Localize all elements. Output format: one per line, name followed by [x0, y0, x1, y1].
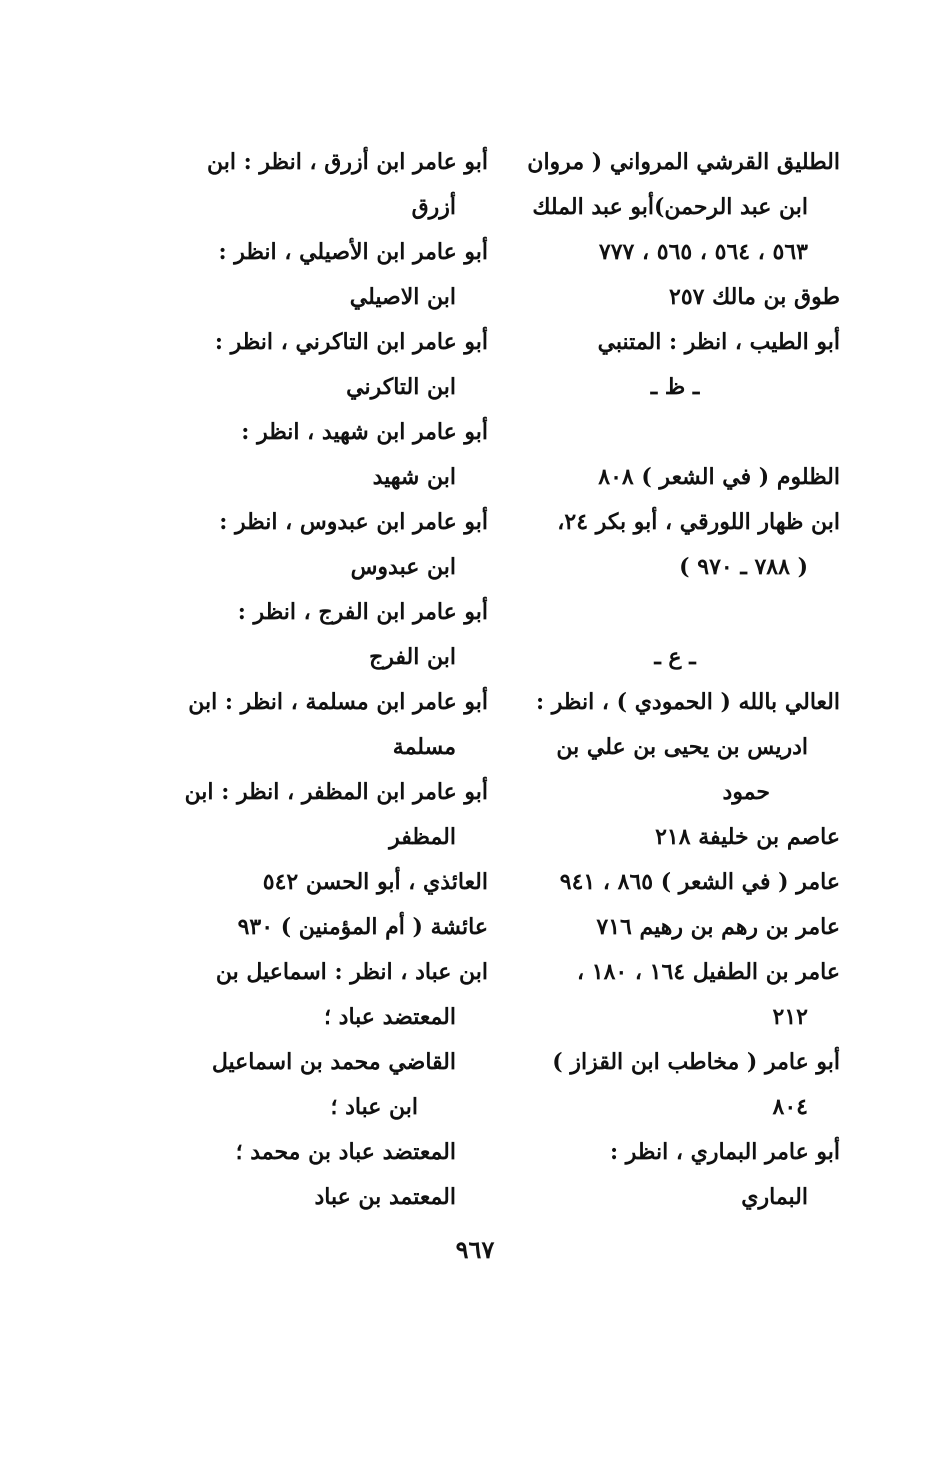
index-entry-line [150, 905, 488, 950]
entry-text: عاصم بن خليفة ٢١٨ [655, 824, 840, 850]
index-entry-line [150, 590, 488, 635]
index-entry-line [150, 1085, 488, 1130]
index-entry-line [150, 230, 488, 275]
entry-text: ابن شهيد [372, 464, 456, 490]
entry-text: مسلمة [392, 734, 456, 760]
entry-text: العائذي ، أبو الحسن ٥٤٢ [262, 869, 488, 895]
index-entry-line [150, 1175, 488, 1220]
entry-text: ـ ظ ـ [650, 374, 700, 400]
index-entry-line [510, 230, 840, 275]
entry-text: عائشة ( أم المؤمنين ) ٩٣٠ [237, 914, 488, 940]
index-entry-line [510, 275, 840, 320]
index-entry-line [510, 185, 840, 230]
index-entry-line [150, 680, 488, 725]
entry-text: ٥٦٣ ، ٥٦٤ ، ٥٦٥ ، ٧٧٧ [598, 239, 808, 265]
entry-text: ٨٠٤ [772, 1094, 808, 1120]
index-entry-line [150, 185, 488, 230]
index-entry-line [510, 140, 840, 185]
entry-text: ٢١٢ [772, 1004, 808, 1030]
entry-text: ابن عباد ؛ [330, 1094, 418, 1120]
index-entry-line [510, 455, 840, 500]
entry-text: أبو عامر ابن الفرج ، انظر : [237, 599, 488, 625]
entry-text: حمود [722, 779, 770, 805]
index-entry-line [510, 950, 840, 995]
entry-text: البماري [741, 1184, 808, 1210]
entry-text: أبو عامر ابن التاكرني ، انظر : [214, 329, 488, 355]
index-entry-line [510, 995, 840, 1040]
index-entry-line [150, 320, 488, 365]
index-entry-line [150, 950, 488, 995]
entry-text: ابن عباد ، انظر : اسماعيل بن [215, 959, 488, 985]
entry-text: الطليق القرشي المرواني ( مروان [527, 149, 840, 175]
index-entry-line [150, 500, 488, 545]
entry-text: أبو عامر ابن مسلمة ، انظر : ابن [188, 689, 488, 715]
entry-text: المعتضد عباد ؛ [324, 1004, 456, 1030]
entry-text: عامر ( في الشعر ) ٨٦٥ ، ٩٤١ [559, 869, 840, 895]
entry-text: المعتمد بن عباد [314, 1184, 456, 1210]
index-entry-line [150, 275, 488, 320]
index-column-left [150, 140, 488, 1220]
index-entry-line [510, 1175, 840, 1220]
entry-text: أبو عامر ابن شهيد ، انظر : [241, 419, 488, 445]
index-entry-line [150, 860, 488, 905]
index-entry-line [510, 545, 840, 590]
index-entry-line [510, 905, 840, 950]
index-entry-line [510, 1130, 840, 1175]
entry-text: ـ ع ـ [654, 644, 696, 670]
entry-text: القاضي محمد بن اسماعيل [211, 1049, 456, 1075]
spacer [510, 590, 840, 635]
index-entry-line [150, 995, 488, 1040]
section-heading [510, 365, 840, 410]
index-entry-line [150, 455, 488, 500]
entry-text: ادريس بن يحيى بن علي بن [556, 734, 808, 760]
index-entry-line [510, 680, 840, 725]
index-entry-line [510, 725, 840, 770]
index-entry-line [150, 635, 488, 680]
entry-text: أزرق [411, 194, 456, 220]
index-entry-line [510, 815, 840, 860]
entry-text: أبو عامر ابن الأصيلي ، انظر : [218, 239, 488, 265]
entry-text: ( ٧٨٨ ـ ٩٧٠ ) [679, 554, 808, 580]
index-entry-line [150, 1040, 488, 1085]
index-entry-line [150, 410, 488, 455]
index-entry-line [150, 725, 488, 770]
entry-text: المعتضد عباد بن محمد ؛ [235, 1139, 456, 1165]
spacer [510, 410, 840, 455]
entry-text: أبو الطيب ، انظر : المتنبي [597, 329, 840, 355]
entry-text: الظلوم ( في الشعر ) ٨٠٨ [598, 464, 840, 490]
index-entry-line [510, 320, 840, 365]
index-entry-line [150, 140, 488, 185]
entry-text: أبو عامر ابن أزرق ، انظر : ابن [206, 149, 488, 175]
index-entry-line [510, 1040, 840, 1085]
index-entry-line [150, 545, 488, 590]
index-entry-line [510, 1085, 840, 1130]
entry-text: المظفر [389, 824, 456, 850]
entry-text: ابن عبدوس [350, 554, 456, 580]
index-entry-line [510, 860, 840, 905]
entry-text: ابن عبد الرحمن)أبو عبد الملك [532, 194, 808, 220]
entry-text: ابن ظهار اللورقي ، أبو بكر ٢٤، [557, 509, 840, 535]
entry-text: أبو عامر ابن المظفر ، انظر : ابن [184, 779, 488, 805]
index-entry-line [150, 1130, 488, 1175]
index-entry-line [150, 770, 488, 815]
index-entry-line [510, 770, 840, 815]
index-entry-line [150, 365, 488, 410]
entry-text: العالي بالله ( الحمودي ) ، انظر : [536, 689, 840, 715]
page-number: ٩٦٧ [455, 1235, 495, 1264]
index-entry-line [510, 500, 840, 545]
entry-text: أبو عامر البماري ، انظر : [609, 1139, 840, 1165]
entry-text: ابن الفرج [369, 644, 456, 670]
index-column-right [510, 140, 840, 1220]
section-heading [510, 635, 840, 680]
entry-text: أبو عامر ( مخاطب ابن القزاز ) [552, 1049, 840, 1075]
entry-text: عامر بن رهم بن رهيم ٧١٦ [596, 914, 840, 940]
entry-text: طوق بن مالك ٢٥٧ [669, 284, 840, 310]
entry-text: أبو عامر ابن عبدوس ، انظر : [219, 509, 488, 535]
entry-text: عامر بن الطفيل ١٦٤ ، ١٨٠ ، [577, 959, 840, 985]
entry-text: ابن التاكرني [346, 374, 456, 400]
index-entry-line [150, 815, 488, 860]
entry-text: ابن الاصيلي [349, 284, 456, 310]
